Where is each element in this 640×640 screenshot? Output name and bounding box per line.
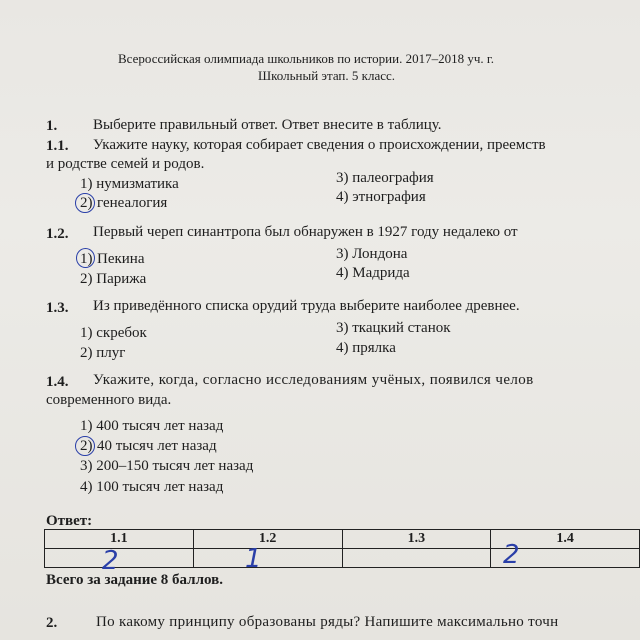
question-1-1-option-4: 4) этнография xyxy=(336,189,426,205)
question-1-1-option-2-number: 2) xyxy=(80,195,93,211)
answer-header-1-1: 1.1 xyxy=(45,530,194,549)
question-1-2-option-4: 4) Мадрида xyxy=(336,265,410,281)
header-line-1: Всероссийская олимпиада школьников по истории. 2017–2018 уч. г. xyxy=(118,51,494,66)
question-1-3-number: 1.3. xyxy=(46,300,69,316)
question-1-4-option-3: 3) 200–150 тысяч лет назад xyxy=(80,458,254,474)
task-1-instruction: Выберите правильный ответ. Ответ внесите в таблицу. xyxy=(93,117,442,133)
question-1-4-option-1: 1) 400 тысяч лет назад xyxy=(80,418,224,434)
handwritten-answer-1-2: 1 xyxy=(245,544,262,574)
question-1-1-option-1: 1) нумизматика xyxy=(80,176,179,192)
answer-circle-mark xyxy=(75,193,95,213)
answer-label: Ответ: xyxy=(46,513,93,529)
answer-table-value-row xyxy=(45,549,640,568)
answer-cell-1-3 xyxy=(342,549,491,568)
answer-circle-mark xyxy=(75,436,95,456)
question-1-3-option-4: 4) прялка xyxy=(336,340,396,356)
header-line-2: Школьный этап. 5 класс. xyxy=(258,68,396,83)
answer-table-header-row xyxy=(45,530,640,549)
question-1-4-text-cont: современного вида. xyxy=(46,392,172,408)
task-2-number: 2. xyxy=(46,615,58,631)
answer-circle-mark xyxy=(76,248,95,268)
answer-header-1-2: 1.2 xyxy=(193,530,342,549)
question-1-1-option-2: генеалогия xyxy=(97,195,168,211)
answer-header-1-3: 1.3 xyxy=(342,530,491,549)
task-2-text: По какому принципу образованы ряды? Напишите максимально точн xyxy=(96,614,559,630)
question-1-4-option-4: 4) 100 тысяч лет назад xyxy=(80,479,224,495)
question-1-3-option-2: 2) плуг xyxy=(80,345,126,361)
question-1-2-number: 1.2. xyxy=(46,226,69,242)
question-1-1-number: 1.1. xyxy=(46,138,69,154)
question-1-4-text: Укажите, когда, согласно исследованиям учёных, появился челов xyxy=(93,372,534,388)
question-1-2-text: Первый череп синантропа был обнаружен в 1927 году недалеко от xyxy=(93,224,518,240)
handwritten-answer-1-4: 2 xyxy=(503,540,520,570)
question-1-2-option-1: Пекина xyxy=(97,251,145,267)
question-1-2-option-2: 2) Парижа xyxy=(80,271,147,287)
question-1-1-option-3: 3) палеография xyxy=(336,170,434,186)
question-1-3-option-3: 3) ткацкий станок xyxy=(336,320,451,336)
question-1-3-text: Из приведённого списка орудий труда выберите наиболее древнее. xyxy=(93,298,520,314)
answer-cell-1-1 xyxy=(45,549,194,568)
question-1-4-number: 1.4. xyxy=(46,374,69,390)
question-1-1-text-cont: и родстве семей и родов. xyxy=(46,156,205,172)
answer-cell-1-2 xyxy=(193,549,342,568)
question-1-1-text: Укажите науку, которая собирает сведения о происхождении, преемств xyxy=(93,137,546,153)
question-1-2-option-1-number: 1) xyxy=(80,251,93,267)
question-1-2-option-3: 3) Лондона xyxy=(336,246,408,262)
handwritten-answer-1-1: 2 xyxy=(102,546,119,576)
task-1-number: 1. xyxy=(46,118,58,134)
question-1-4-option-2: 40 тысяч лет назад xyxy=(97,438,217,454)
question-1-4-option-2-number: 2) xyxy=(80,438,93,454)
answer-table xyxy=(44,529,640,568)
question-1-3-option-1: 1) скребок xyxy=(80,325,147,341)
total-points: Всего за задание 8 баллов. xyxy=(46,572,223,588)
answer-header-1-4: 1.4 xyxy=(491,530,640,549)
